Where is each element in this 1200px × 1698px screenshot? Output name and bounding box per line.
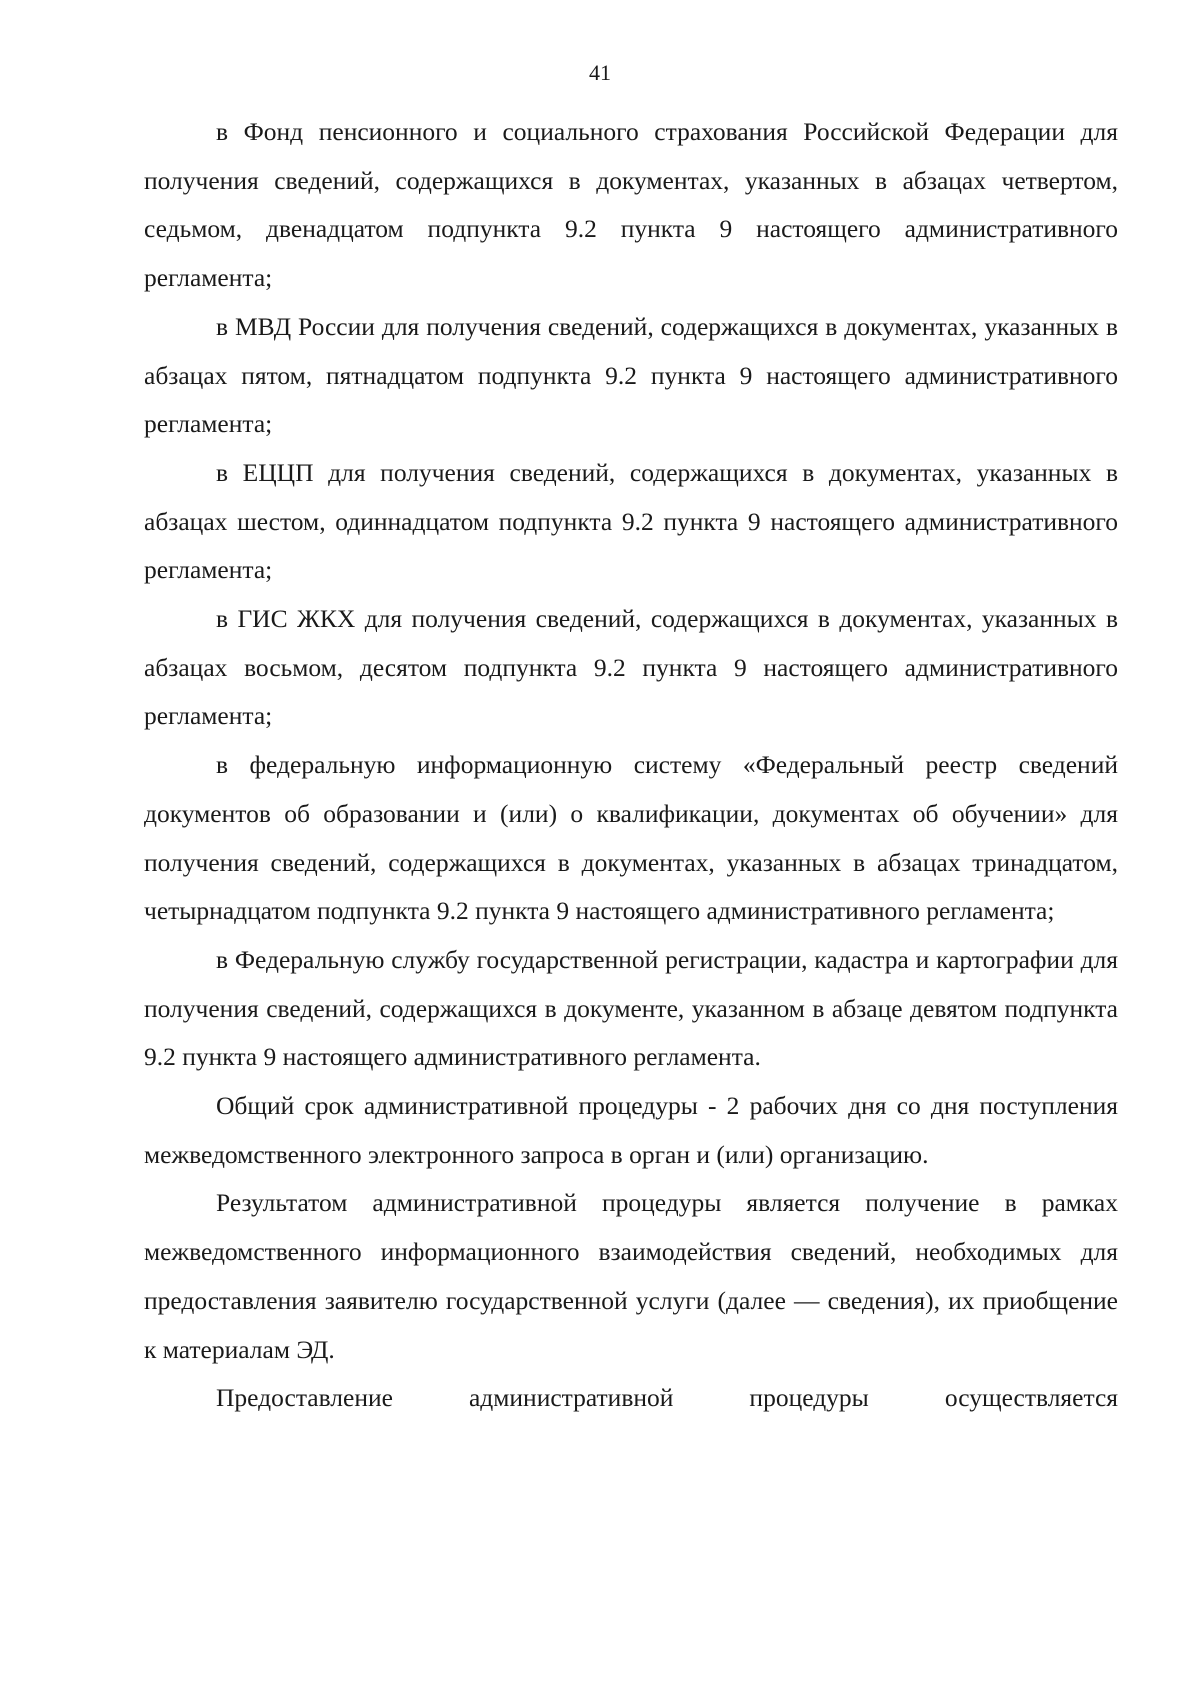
paragraph-procedure-result: Результатом административной процедуры является получение в рамках межведомственного информационного взаимодействия сведений, необходимых для предоставления заявителю государственной услуги (далее — сведения), их приобщение к материалам ЭД. [144, 1188, 1118, 1364]
paragraph-procedure-start: Предоставление административной процедуры осуществляется [216, 1383, 1118, 1413]
paragraph-pfr: в Фонд пенсионного и социального страхования Российской Федерации для получения сведений, содержащихся в документах, указанных в абзацах четвертом, седьмом, двенадцатом подпункта 9.2 пункта 9 настоящего административного регламента; [144, 117, 1118, 293]
paragraph-frdo: в федеральную информационную систему «Федеральный реестр сведений документов об образовании и (или) о квалификации, документах об обучении» для получения сведений, содержащихся в документах, указанных в абзацах тринадцатом, четырнадцатом подпункта 9.2 пункта 9 настоящего административного регламента; [144, 750, 1118, 926]
paragraph-gis-zhkh: в ГИС ЖКХ для получения сведений, содержащихся в документах, указанных в абзацах восьмом, десятом подпункта 9.2 пункта 9 настоящего административного регламента; [144, 604, 1118, 731]
paragraph-procedure-term: Общий срок административной процедуры - 2 рабочих дня со дня поступления межведомственного электронного запроса в орган и (или) организацию. [144, 1091, 1118, 1169]
page-number: 41 [589, 60, 611, 85]
document-body [144, 108, 1118, 1423]
paragraph-eccp: в ЕЦЦП для получения сведений, содержащихся в документах, указанных в абзацах шестом, одиннадцатом подпункта 9.2 пункта 9 настоящего административного регламента; [144, 457, 1118, 585]
paragraph-rosreestr: в Федеральную службу государственной регистрации, кадастра и картографии для получения сведений, содержащихся в документе, указанном в абзаце девятом подпункта 9.2 пункта 9 настоящего административного регламента. [144, 944, 1118, 1072]
paragraph-mvd: в МВД России для получения сведений, содержащихся в документах, указанных в абзацах пятом, пятнадцатом подпункта 9.2 пункта 9 настоящего административного регламента; [144, 311, 1118, 439]
